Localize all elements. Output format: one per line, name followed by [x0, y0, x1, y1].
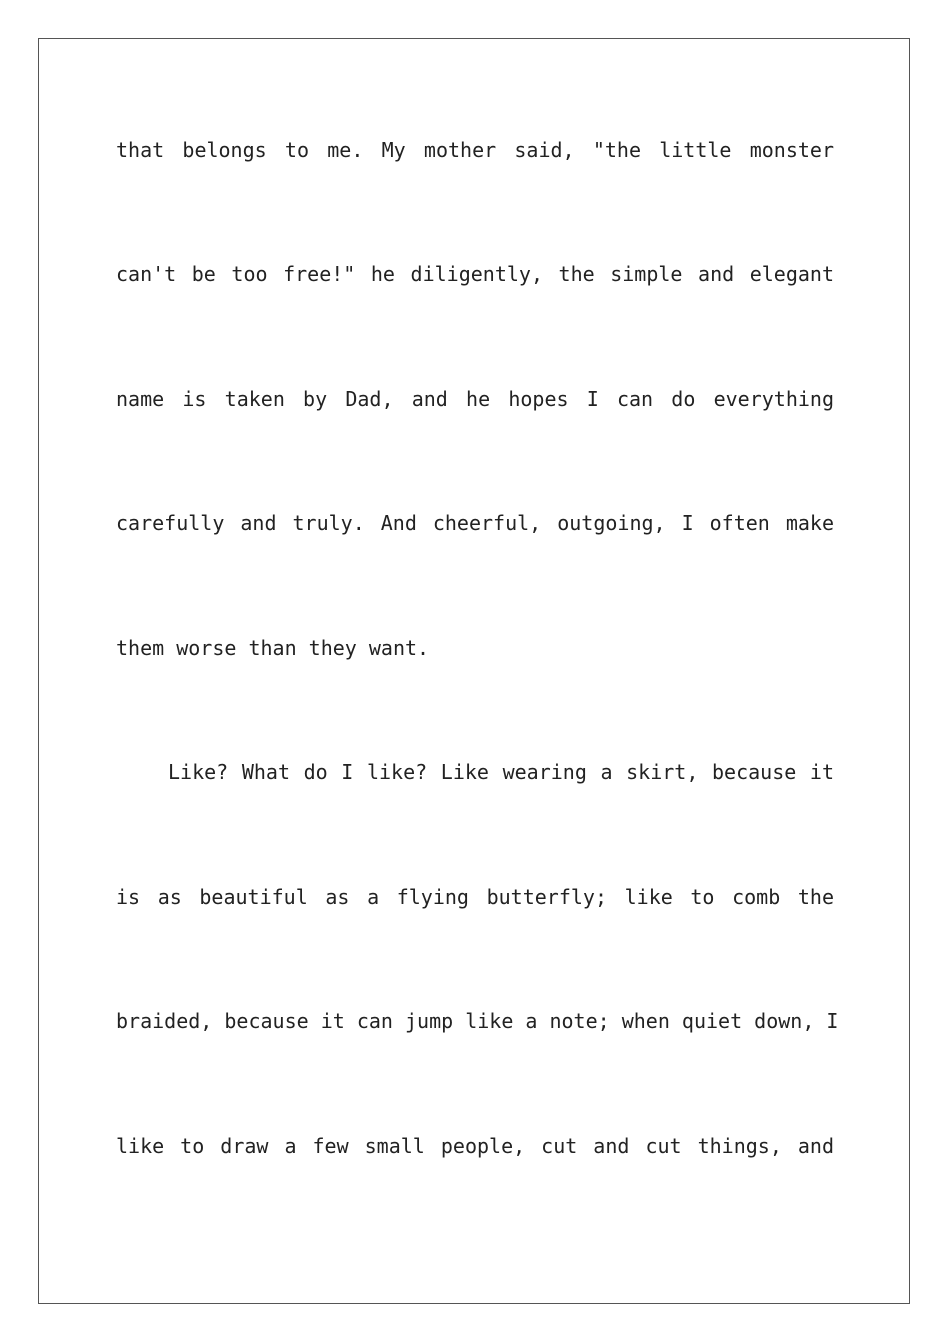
text-line: that belongs to me. My mother said, "the little monster: [116, 138, 834, 162]
text-line: carefully and truly. And cheerful, outgoing, I often make: [116, 511, 834, 535]
page-border: [38, 38, 910, 1304]
text-line: braided, because it can jump like a note; when quiet down, I: [116, 1009, 839, 1033]
text-line: is as beautiful as a flying butterfly; like to comb the: [116, 885, 834, 909]
text-line: name is taken by Dad, and he hopes I can do everything: [116, 387, 834, 411]
text-line: them worse than they want.: [116, 636, 430, 660]
text-line: like to draw a few small people, cut and cut things, and: [116, 1134, 834, 1158]
text-line: Like? What do I like? Like wearing a skirt, because it: [168, 760, 834, 784]
text-line: can't be too free!" he diligently, the simple and elegant: [116, 262, 834, 286]
